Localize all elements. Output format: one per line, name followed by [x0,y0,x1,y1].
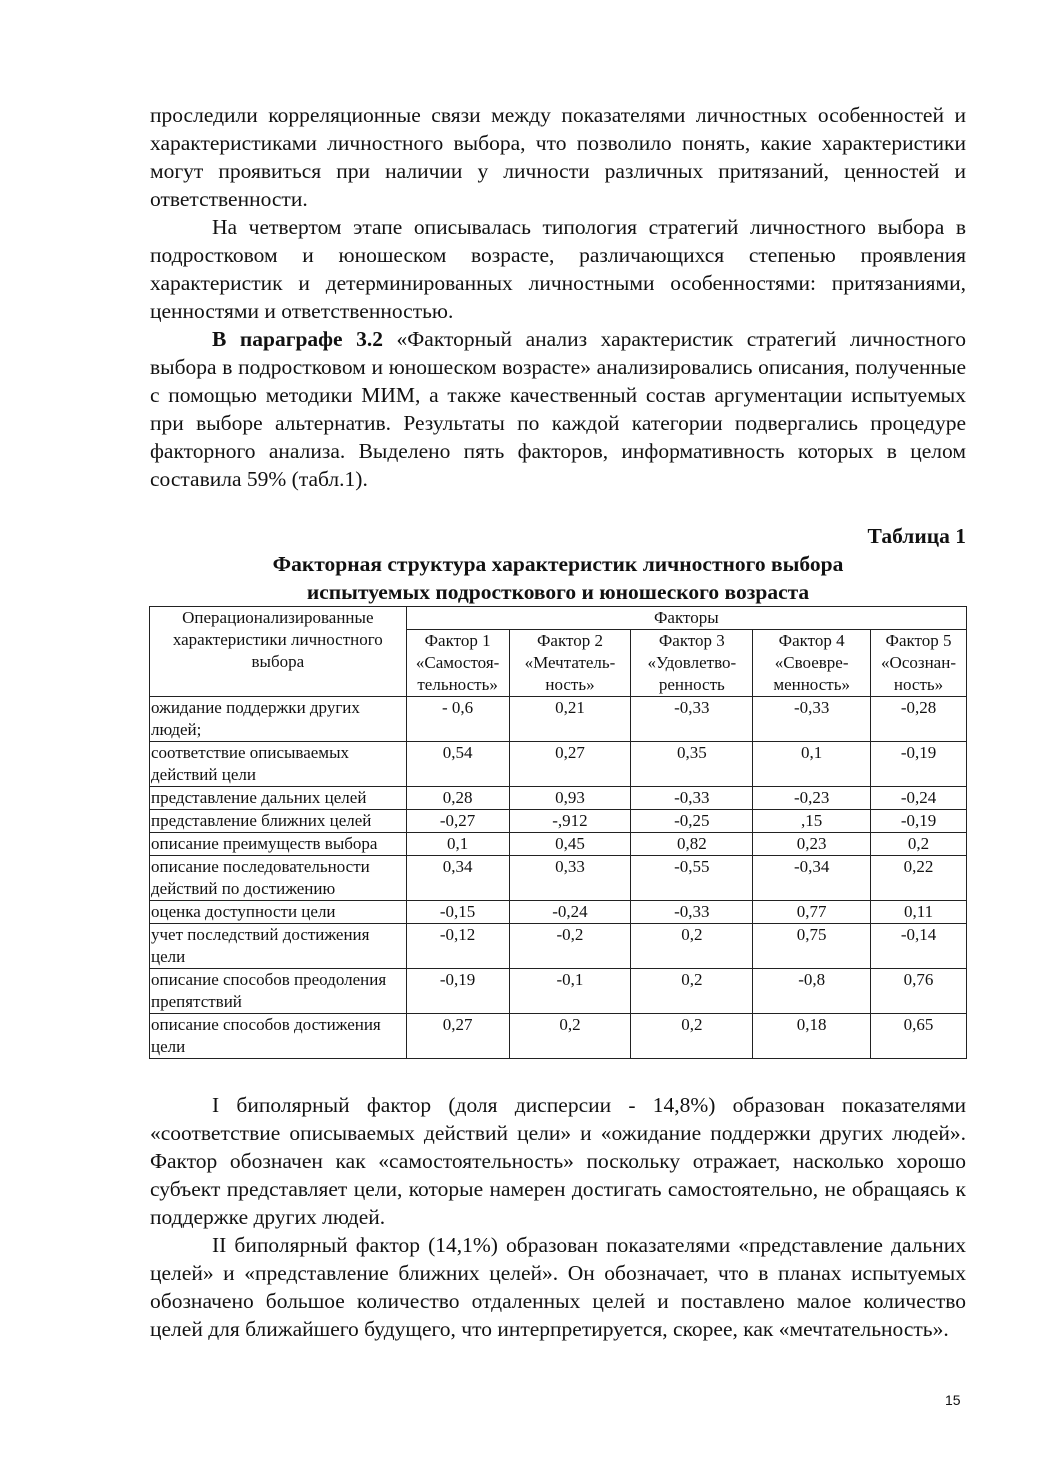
page-number: 15 [945,1392,961,1408]
cell-factor-3: -0,33 [631,697,753,742]
cell-factor-4: 0,1 [753,742,871,787]
cell-factor-2: 0,27 [509,742,631,787]
row-label: описание способов преодоления препятствий [150,969,407,1014]
cell-factor-2: 0,93 [509,787,631,810]
cell-factor-4: 0,18 [753,1014,871,1059]
cell-factor-1: 0,1 [406,833,509,856]
cell-factor-5: -0,28 [871,697,967,742]
cell-factor-2: -,912 [509,810,631,833]
paragraph-4: I биполярный фактор (доля дисперсии - 14,8%) образован показателями «соответствие описываемых действий цели» и «ожидание поддержки других людей». Фактор обозначен как «самостоятельность» поскольку отражает, насколько хорошо субъект представляет цели, которые намерен достигать самостоятельно, не обращаясь к поддержке других людей. [150,1093,966,1229]
cell-factor-5: 0,65 [871,1014,967,1059]
cell-factor-5: -0,24 [871,787,967,810]
cell-factor-3: 0,2 [631,924,753,969]
cell-factor-1: -0,12 [406,924,509,969]
header-factor-3: Фактор 3 «Удовлетво-ренность [631,630,753,697]
paragraph-3 [150,325,966,493]
table-row [150,787,967,810]
cell-factor-3: -0,25 [631,810,753,833]
cell-factor-4: -0,33 [753,697,871,742]
cell-factor-3: -0,33 [631,787,753,810]
cell-factor-2: -0,1 [509,969,631,1014]
cell-factor-5: -0,14 [871,924,967,969]
table-title-line-2: испытуемых подросткового и юношеского возраста [306,580,810,604]
cell-factor-1: 0,54 [406,742,509,787]
table-row [150,833,967,856]
paragraph-2: На четвертом этапе описывалась типология стратегий личностного выбора в подростковом и юношеском возрасте, различающихся степенью проявления характеристик и детерминированных личностными особенностями: притязаниями, ценностями и ответственностью. [150,215,966,323]
cell-factor-3: -0,55 [631,856,753,901]
table-title-line-1: Факторная структура характеристик личностного выбора [272,552,844,576]
header-factors-group: Факторы [406,607,966,630]
table-row [150,810,967,833]
header-factor-5: Фактор 5 «Осознан-ность» [871,630,967,697]
header-factor-2: Фактор 2 «Мечтатель-ность» [509,630,631,697]
cell-factor-1: -0,19 [406,969,509,1014]
cell-factor-2: -0,24 [509,901,631,924]
table-row [150,856,967,901]
table-row [150,742,967,787]
cell-factor-4: 0,23 [753,833,871,856]
cell-factor-2: 0,33 [509,856,631,901]
cell-factor-5: -0,19 [871,810,967,833]
table-row [150,697,967,742]
row-label: представление дальних целей [150,787,407,810]
row-label: соответствие описываемых действий цели [150,742,407,787]
table-title [150,550,966,606]
cell-factor-1: - 0,6 [406,697,509,742]
cell-factor-3: 0,2 [631,1014,753,1059]
factor-table [149,606,967,1059]
cell-factor-5: 0,76 [871,969,967,1014]
row-label: описание преимуществ выбора [150,833,407,856]
cell-factor-5: 0,11 [871,901,967,924]
cell-factor-5: -0,19 [871,742,967,787]
row-label: представление ближних целей [150,810,407,833]
cell-factor-1: -0,15 [406,901,509,924]
cell-factor-4: 0,75 [753,924,871,969]
paragraph-3-bold-lead: В параграфе 3.2 [212,327,384,351]
table-row [150,924,967,969]
intro-text [150,101,966,493]
cell-factor-4: -0,34 [753,856,871,901]
cell-factor-3: 0,35 [631,742,753,787]
cell-factor-4: 0,77 [753,901,871,924]
cell-factor-1: 0,27 [406,1014,509,1059]
paragraph-1: проследили корреляционные связи между показателями личностных особенностей и характеристиками личностного выбора, что позволило понять, какие характеристики могут проявиться при наличии у личности различных притязаний, ценностей и ответственности. [150,103,966,211]
cell-factor-1: 0,28 [406,787,509,810]
cell-factor-2: 0,45 [509,833,631,856]
cell-factor-5: 0,22 [871,856,967,901]
row-label: ожидание поддержки других людей; [150,697,407,742]
cell-factor-2: -0,2 [509,924,631,969]
paragraph-5: II биполярный фактор (14,1%) образован показателями «представление дальних целей» и «представление ближних целей». Он обозначает, что в планах испытуемых обозначено большое количество отдаленных целей и поставлено малое количество целей для ближайшего будущего, что интерпретируется, скорее, как «мечтательность». [150,1233,966,1341]
header-factor-4: Фактор 4 «Своевре-менность» [753,630,871,697]
header-characteristics: Операционализированные характеристики личностного выбора [150,607,407,697]
row-label: описание способов достижения цели [150,1014,407,1059]
factor-table-body [150,607,967,1059]
cell-factor-1: 0,34 [406,856,509,901]
cell-factor-2: 0,21 [509,697,631,742]
cell-factor-4: ,15 [753,810,871,833]
cell-factor-1: -0,27 [406,810,509,833]
table-caption-number: Таблица 1 [867,524,966,548]
row-label: оценка доступности цели [150,901,407,924]
table-row [150,969,967,1014]
paragraph-3-body: «Факторный анализ характеристик стратегий личностного выбора в подростковом и юношеском возрасте» анализировались описания, полученные с помощью методики МИМ, а также качественный состав аргументации испытуемых при выборе альтернатив. Результаты по каждой категории подвергались процедуре факторного анализа. Выделено пять факторов, информативность которых в целом составила 59% (табл.1). [150,327,966,491]
table-row [150,1014,967,1059]
cell-factor-4: -0,23 [753,787,871,810]
cell-factor-5: 0,2 [871,833,967,856]
outro-text [150,1091,966,1343]
cell-factor-3: -0,33 [631,901,753,924]
cell-factor-3: 0,2 [631,969,753,1014]
cell-factor-2: 0,2 [509,1014,631,1059]
header-factor-1: Фактор 1 «Самостоя-тельность» [406,630,509,697]
row-label: учет последствий достижения цели [150,924,407,969]
row-label: описание последовательности действий по достижению [150,856,407,901]
table-row [150,901,967,924]
cell-factor-3: 0,82 [631,833,753,856]
table-header-row-1 [150,607,967,630]
cell-factor-4: -0,8 [753,969,871,1014]
